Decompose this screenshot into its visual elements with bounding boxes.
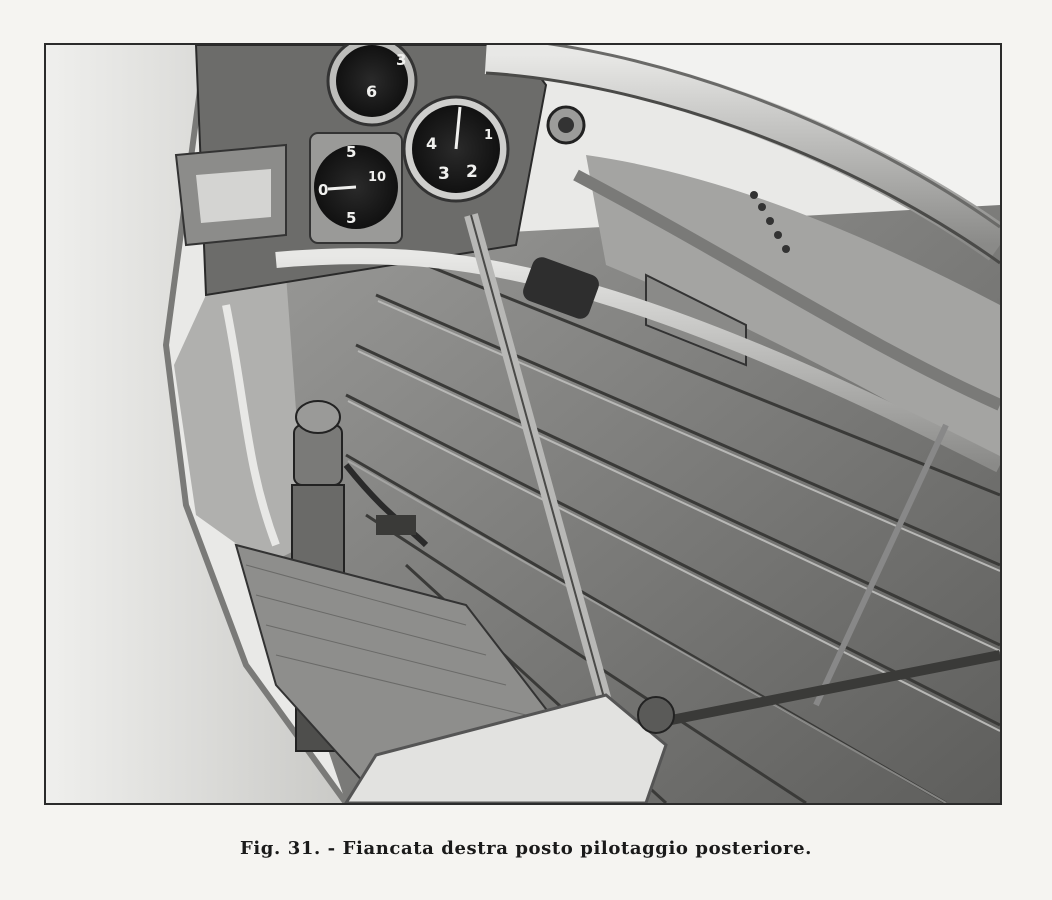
left-dial-number: 10 [368,170,387,185]
right-dial-number: 1 [484,128,494,143]
right-instrument-dial [404,97,508,201]
top-dial-number: 3 [396,51,407,69]
cockpit-illustration [46,45,1000,803]
right-dial-number: 2 [466,162,478,182]
left-dial-number: 5 [346,209,357,227]
left-dial-number: 0 [318,181,329,199]
right-dial-number: 4 [426,134,438,153]
left-dial-number: 5 [346,143,357,161]
figure-caption: Fig. 31. - Fiancata destra posto pilotaggio posteriore. [239,838,813,859]
top-instrument-dial [328,45,416,125]
left-instrument-dial [310,133,402,243]
right-dial-number: 3 [438,164,450,184]
cockpit-photograph [44,43,1002,805]
top-dial-number: 6 [366,82,378,101]
